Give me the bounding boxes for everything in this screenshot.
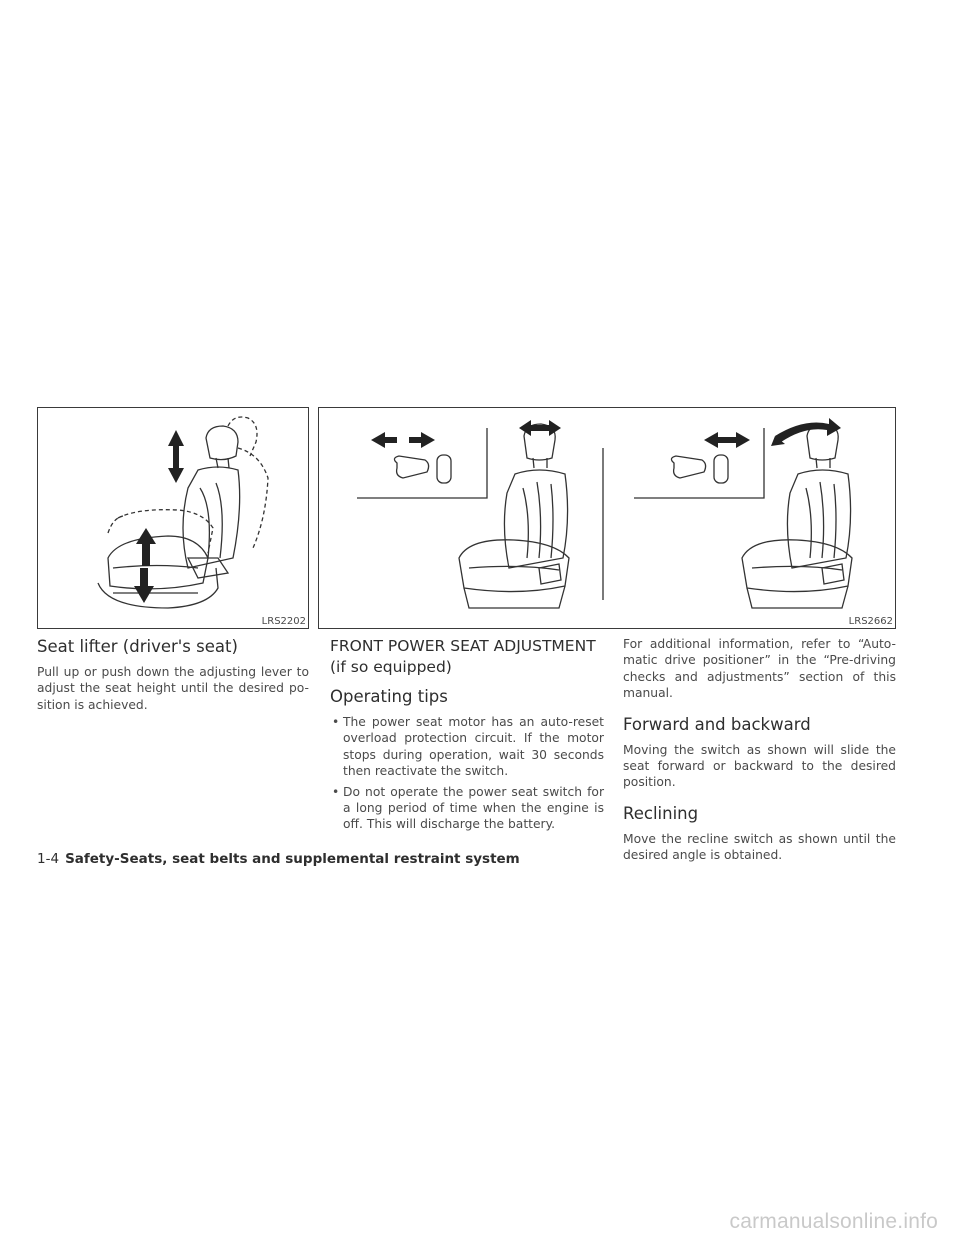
power-seat-illustration [319, 408, 897, 630]
seat-lifter-illustration [38, 408, 310, 630]
figure-code: LRS2662 [848, 616, 893, 627]
power-seat-figure [318, 407, 896, 629]
reclining-heading: Reclining [623, 803, 699, 823]
seat-lifter-heading: Seat lifter (driver's seat) [37, 637, 238, 656]
column-seat-lifter [37, 636, 309, 725]
list-item: • The power seat motor has an auto-reset overload protection circuit. If the motor stops during operation, wait 30 seconds then reactivate the switch. [330, 714, 604, 780]
page-number: 1-4 [37, 851, 60, 867]
operating-tips-heading: Operating tips [330, 687, 448, 706]
power-seat-heading-line2: (if so equipped) [330, 658, 452, 676]
column-power-seat [330, 636, 604, 837]
seat-lifter-figure [37, 407, 309, 629]
additional-info-text: For additional information, refer to “Auto-matic drive positioner” in the “Pre-driving checks and adjustments” section of this manual. [623, 637, 896, 701]
forward-backward-heading: Forward and backward [623, 714, 811, 734]
reclining-text: Move the recline switch as shown until the desired angle is obtained. [623, 831, 896, 863]
list-item: • Do not operate the power seat switch for a long period of time when the engine is off. This will discharge the battery. [330, 784, 604, 833]
power-seat-heading-line1: FRONT POWER SEAT ADJUSTMENT [330, 637, 596, 655]
operating-tips-list [330, 714, 604, 833]
forward-backward-text: Moving the switch as shown will slide the seat forward or backward to the desired position. [623, 742, 896, 790]
column-adjustments [623, 636, 896, 876]
section-title: Safety-Seats, seat belts and supplemental restraint system [65, 851, 520, 867]
page-footer [37, 851, 520, 867]
seat-lifter-text: Pull up or push down the adjusting lever to adjust the seat height until the desired po-sition is achieved. [37, 665, 309, 712]
power-seat-heading [330, 636, 604, 678]
figure-code: LRS2202 [261, 616, 306, 627]
watermark: carmanualsonline.info [729, 1210, 938, 1233]
